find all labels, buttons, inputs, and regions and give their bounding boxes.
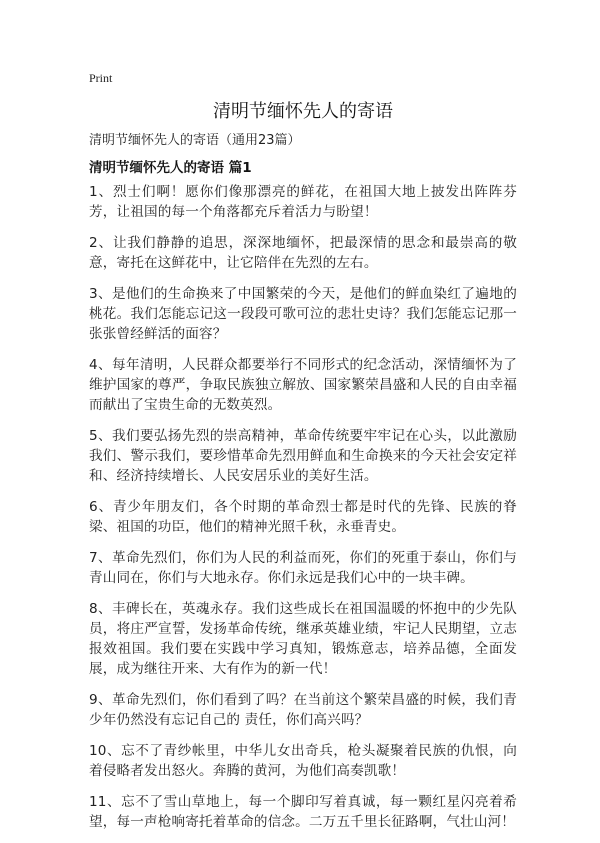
list-item: 4、每年清明，人民群众都要举行不同形式的纪念活动，深情缅怀为了维护国家的尊严，争取民族独立解放、国家繁荣昌盛和人民的自由幸福而献出了宝贵生命的无数英烈。 <box>89 357 517 413</box>
list-item: 9、革命先烈们，你们看到了吗？在当前这个繁荣昌盛的时候，我们青少年仍然没有忘记自己的 责任，你们高兴吗？ <box>89 692 517 728</box>
print-label[interactable]: Print <box>89 71 113 85</box>
page-title: 清明节缅怀先人的寄语 <box>213 101 393 122</box>
list-item: 10、忘不了青纱帐里，中华儿女出奇兵，枪头凝聚着民族的仇恨，向着侵略者发出怒火。奔腾的黄河，为他们高奏凯歌！ <box>89 743 517 779</box>
list-item: 3、是他们的生命换来了中国繁荣的今天，是他们的鲜血染红了遍地的桃花。我们怎能忘记这一段段可歌可泣的悲壮史诗？我们怎能忘记那一张张曾经鲜活的面容？ <box>89 286 517 342</box>
list-item: 7、革命先烈们，你们为人民的利益而死，你们的死重于泰山，你们与青山同在，你们与大地永存。你们永远是我们心中的一块丰碑。 <box>89 550 517 586</box>
section-heading: 清明节缅怀先人的寄语 篇1 <box>89 160 252 176</box>
document-page <box>89 70 517 843</box>
list-item: 1、烈士们啊！愿你们像那漂亮的鲜花，在祖国大地上披发出阵阵芬芳，让祖国的每一个角落都充斥着活力与盼望！ <box>89 184 517 220</box>
message-list <box>89 182 517 832</box>
document-subtitle: 清明节缅怀先人的寄语（通用23篇） <box>89 133 301 148</box>
list-item: 8、丰碑长在，英魂永存。我们这些成长在祖国温暖的怀抱中的少先队员，将庄严宣誓，发扬革命传统，继承英雄业绩，牢记人民期望，立志报效祖国。我们要在实践中学习真知，锻炼意志，培养品德，全面发展，成为继往开来、大有作为的新一代！ <box>89 601 517 677</box>
list-item: 5、我们要弘扬先烈的崇高精神，革命传统要牢牢记在心头，以此激励我们、警示我们，要珍惜革命先烈用鲜血和生命换来的今天社会安定祥和、经济持续增长、人民安居乐业的美好生活。 <box>89 428 517 484</box>
list-item: 11、忘不了雪山草地上，每一个脚印写着真诚，每一颗红星闪亮着希望，每一声枪响寄托着革命的信念。二万五千里长征路啊，气壮山河！ <box>89 794 517 830</box>
list-item: 6、青少年朋友们，各个时期的革命烈士都是时代的先锋、民族的脊梁、祖国的功臣，他们的精神光照千秋，永垂青史。 <box>89 499 517 535</box>
list-item: 2、让我们静静的追思，深深地缅怀，把最深情的思念和最崇高的敬意，寄托在这鲜花中，让它陪伴在先烈的左右。 <box>89 235 517 271</box>
